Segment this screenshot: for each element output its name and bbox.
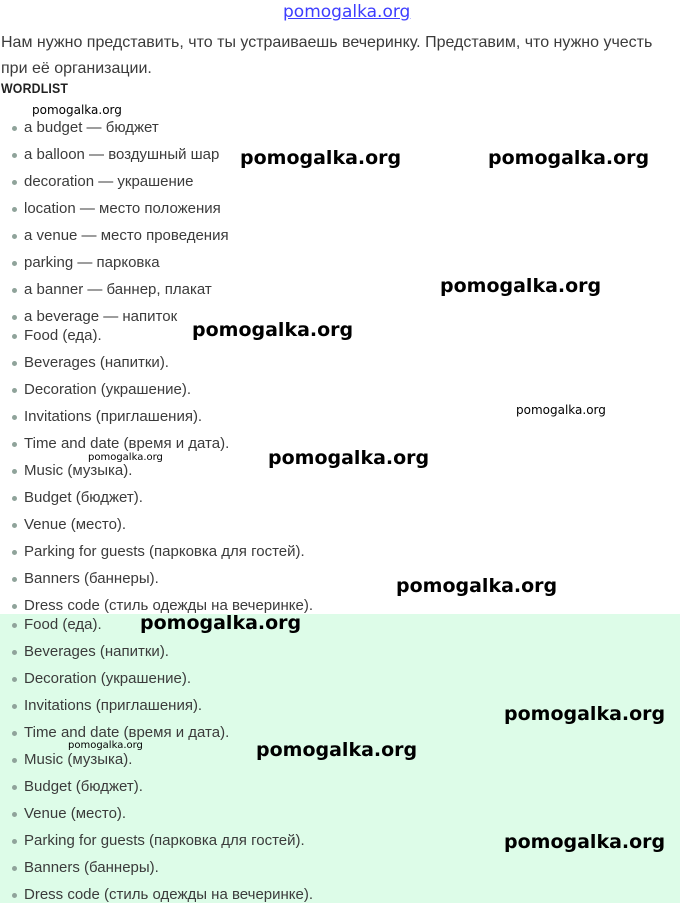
answer-list-item-text: Venue (место). [24, 805, 127, 822]
watermark: pomogalka.org [240, 147, 402, 169]
plan-list-item-text: Time and date (время и дата). [24, 435, 230, 452]
answer-list-item-text: Time and date (время и дата). [24, 724, 230, 741]
wordlist-item [0, 141, 229, 168]
watermark: pomogalka.org [192, 319, 354, 341]
answer-list-item-text: Food (еда). [24, 616, 102, 633]
bullet-icon [12, 207, 17, 212]
plan-list-item-text: Food (еда). [24, 327, 102, 344]
intro-paragraph: Нам нужно представить, что ты устраиваешь вечеринку. Представим, что нужно учесть при её организации. [1, 34, 653, 77]
plan-list-item-text: Decoration (украшение). [24, 381, 191, 398]
answer-list-item-text: Music (музыка). [24, 751, 133, 768]
bullet-icon [12, 893, 17, 898]
answer-list-item [0, 638, 313, 665]
bullet-icon [12, 153, 17, 158]
answer-list-item [0, 800, 313, 827]
bullet-icon [12, 523, 17, 528]
bullet-icon [12, 785, 17, 790]
bullet-icon [12, 388, 17, 393]
answer-list-item [0, 665, 313, 692]
watermark: pomogalka.org [504, 703, 666, 725]
bullet-icon [12, 261, 17, 266]
plan-list-item [0, 403, 313, 430]
plan-list-item-text: Music (музыка). [24, 462, 133, 479]
bullet-icon [12, 334, 17, 339]
bullet-icon [12, 731, 17, 736]
plan-list [0, 322, 313, 619]
answer-list-item [0, 827, 313, 854]
wordlist-item-text: location — место положения [24, 200, 221, 217]
answer-list-item-text: Beverages (напитки). [24, 643, 169, 660]
plan-list-item-text: Invitations (приглашения). [24, 408, 203, 425]
bullet-icon [12, 677, 17, 682]
plan-list-item [0, 484, 313, 511]
bullet-icon [12, 839, 17, 844]
wordlist-item [0, 195, 229, 222]
plan-list-item-text: Beverages (напитки). [24, 354, 169, 371]
answer-list-item-text: Budget (бюджет). [24, 778, 143, 795]
answer-list-item [0, 854, 313, 881]
wordlist-item-text: a venue — место проведения [24, 227, 229, 244]
watermark: pomogalka.org [88, 452, 163, 463]
plan-list-item [0, 349, 313, 376]
bullet-icon [12, 415, 17, 420]
watermark: pomogalka.org [504, 831, 666, 853]
wordlist-item [0, 249, 229, 276]
wordlist-item [0, 114, 229, 141]
wordlist-item-text: a banner — баннер, плакат [24, 281, 212, 298]
answer-list-item [0, 692, 313, 719]
bullet-icon [12, 550, 17, 555]
bullet-icon [12, 315, 17, 320]
bullet-icon [12, 126, 17, 131]
wordlist-item [0, 276, 229, 303]
answer-list-item [0, 881, 313, 908]
plan-list-item-text: Venue (место). [24, 516, 127, 533]
plan-list-item [0, 511, 313, 538]
watermark: pomogalka.org [488, 147, 650, 169]
watermark: pomogalka.org [396, 575, 558, 597]
answer-list-item-text: Decoration (украшение). [24, 670, 191, 687]
wordlist-item-text: a balloon — воздушный шар [24, 146, 220, 163]
bullet-icon [12, 623, 17, 628]
site-link[interactable]: pomogalka.org [283, 2, 411, 22]
watermark: pomogalka.org [268, 447, 430, 469]
bullet-icon [12, 288, 17, 293]
watermark: pomogalka.org [68, 740, 143, 751]
bullet-icon [12, 234, 17, 239]
answer-list-item-text: Invitations (приглашения). [24, 697, 203, 714]
bullet-icon [12, 577, 17, 582]
watermark: pomogalka.org [32, 103, 122, 117]
wordlist [0, 114, 229, 330]
bullet-icon [12, 604, 17, 609]
bullet-icon [12, 469, 17, 474]
wordlist-item-text: a beverage — напиток [24, 308, 178, 325]
watermark: pomogalka.org [140, 612, 302, 634]
bullet-icon [12, 442, 17, 447]
bullet-icon [12, 180, 17, 185]
wordlist-item-text: decoration — украшение [24, 173, 194, 190]
bullet-icon [12, 866, 17, 871]
watermark: pomogalka.org [440, 275, 602, 297]
plan-list-item-text: Banners (баннеры). [24, 570, 159, 587]
plan-list-item-text: Dress code (стиль одежды на вечеринке). [24, 597, 314, 614]
bullet-icon [12, 496, 17, 501]
plan-list-item [0, 538, 313, 565]
wordlist-item [0, 222, 229, 249]
bullet-icon [12, 650, 17, 655]
bullet-icon [12, 812, 17, 817]
wordlist-item [0, 168, 229, 195]
bullet-icon [12, 361, 17, 366]
watermark: pomogalka.org [516, 403, 606, 417]
plan-list-item-text: Parking for guests (парковка для гостей). [24, 543, 305, 560]
wordlist-item-text: parking — парковка [24, 254, 160, 271]
bullet-icon [12, 758, 17, 763]
plan-list-item-text: Budget (бюджет). [24, 489, 143, 506]
plan-list-item [0, 376, 313, 403]
answer-list-item-text: Parking for guests (парковка для гостей). [24, 832, 305, 849]
answer-list-item-text: Banners (баннеры). [24, 859, 159, 876]
wordlist-item-text: a budget — бюджет [24, 119, 159, 136]
watermark: pomogalka.org [256, 739, 418, 761]
answer-list-item [0, 773, 313, 800]
answer-list-item-text: Dress code (стиль одежды на вечеринке). [24, 886, 314, 903]
bullet-icon [12, 704, 17, 709]
plan-list-item [0, 565, 313, 592]
wordlist-heading: WORDLIST [1, 80, 69, 96]
